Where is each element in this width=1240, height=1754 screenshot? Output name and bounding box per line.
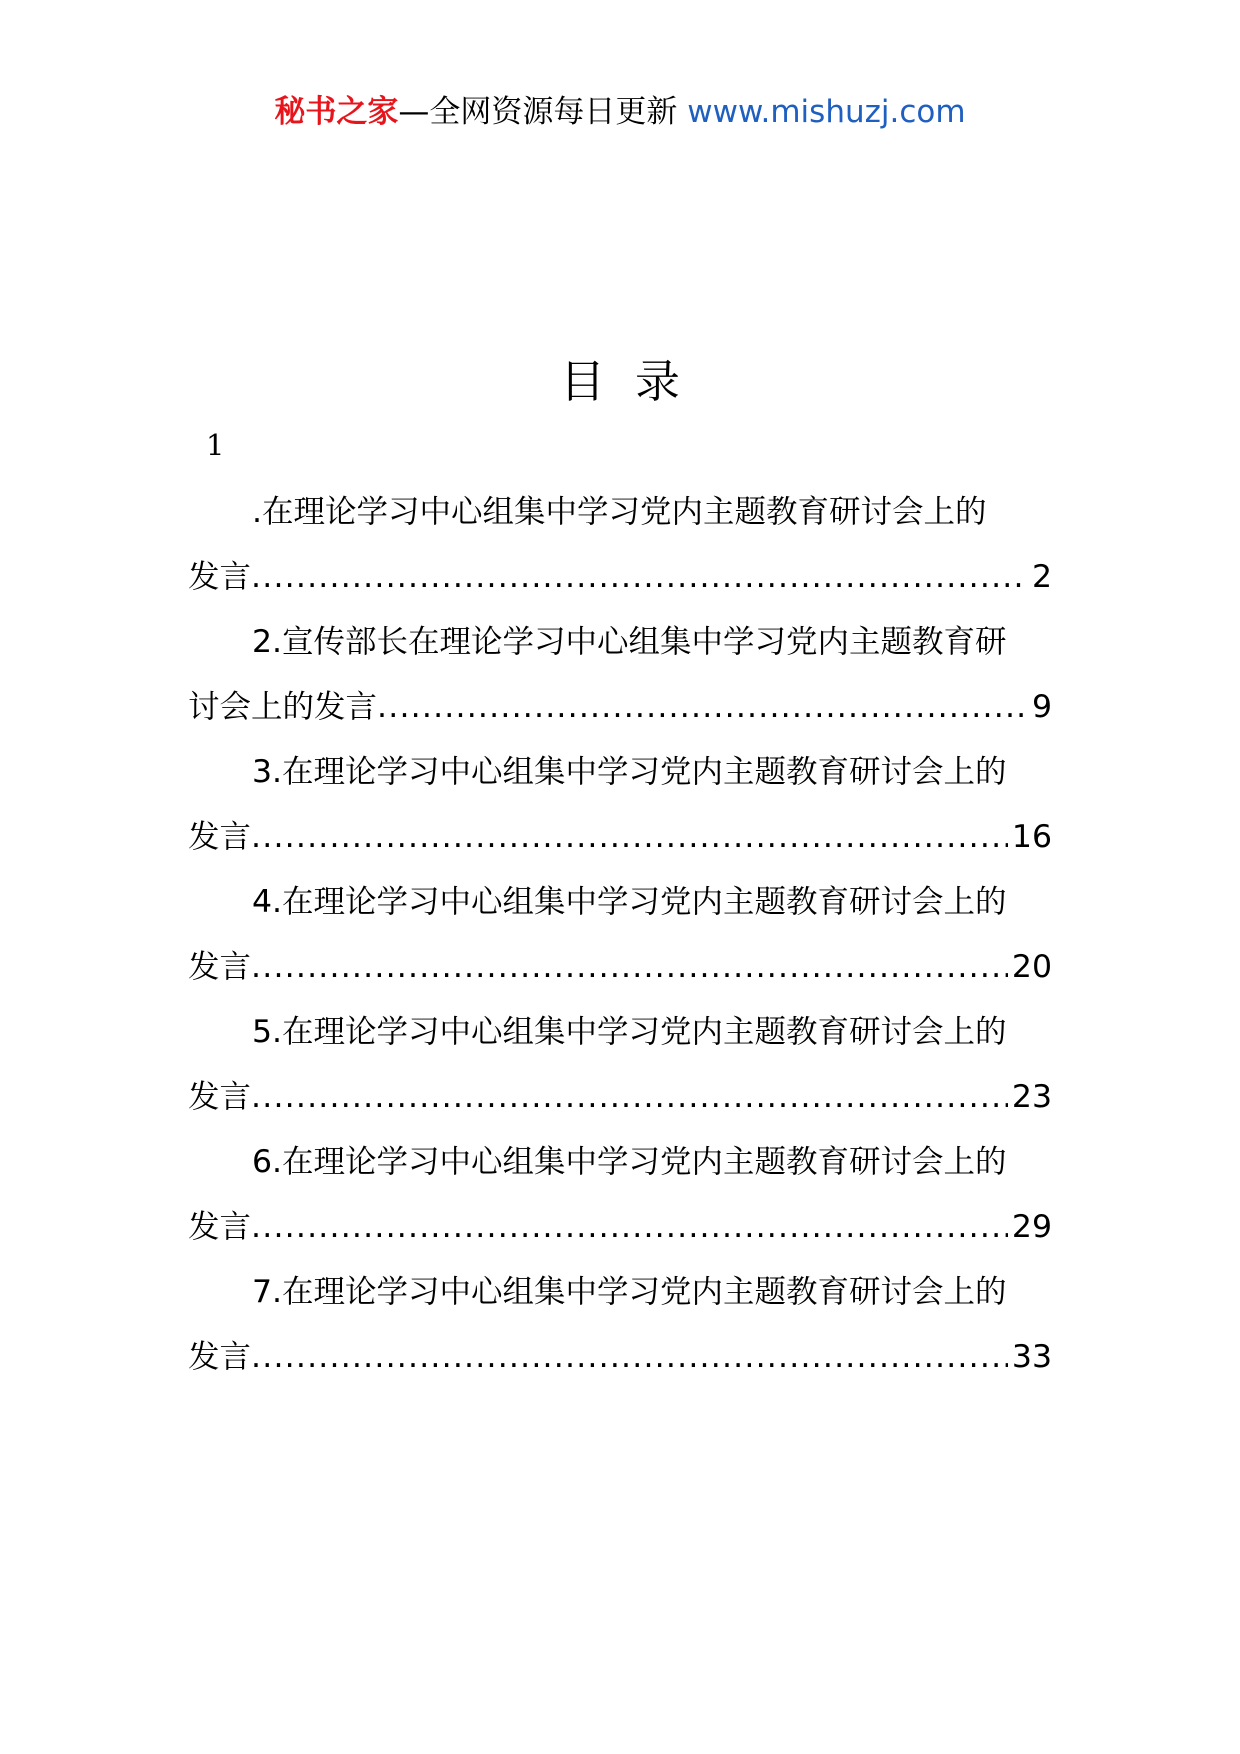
toc-entry-line2 — [188, 545, 1052, 610]
toc-entry-title-cont: 发言 — [188, 1339, 252, 1375]
brand-name: 秘书之家 — [274, 94, 399, 130]
toc-entry[interactable] — [188, 870, 1052, 1000]
toc-entry-title: 3.在理论学习中心组集中学习党内主题教育研讨会上的 — [252, 754, 1007, 790]
table-of-contents — [188, 480, 1052, 1390]
toc-entry-title-cont: 发言 — [188, 559, 252, 595]
toc-page-number: 16 — [1011, 819, 1052, 855]
dot-leader — [251, 1195, 1008, 1260]
toc-entry-title: .在理论学习中心组集中学习党内主题教育研讨会上的 — [252, 494, 987, 530]
toc-page-number: 33 — [1011, 1339, 1052, 1375]
dot-leader — [251, 805, 1008, 870]
toc-entry-title: 2.宣传部长在理论学习中心组集中学习党内主题教育研 — [252, 624, 1007, 660]
dot-leader — [251, 545, 1028, 610]
toc-entry-line2 — [188, 1195, 1052, 1260]
page-header — [0, 92, 1240, 132]
toc-entry-line2 — [188, 1325, 1052, 1390]
toc-page-number: 29 — [1011, 1209, 1052, 1245]
toc-entry[interactable] — [188, 1260, 1052, 1390]
toc-entry-title-cont: 发言 — [188, 1079, 252, 1115]
toc-entry-line2 — [188, 1065, 1052, 1130]
toc-page-number: 2 — [1031, 559, 1052, 595]
toc-entry-line2 — [188, 675, 1052, 740]
toc-title-char: 目 — [559, 355, 605, 408]
toc-entry-title: 5.在理论学习中心组集中学习党内主题教育研讨会上的 — [252, 1014, 1007, 1050]
toc-page-number: 9 — [1031, 689, 1052, 725]
toc-entry[interactable] — [188, 1130, 1052, 1260]
toc-entry[interactable] — [188, 480, 1052, 610]
dot-leader — [251, 1065, 1008, 1130]
toc-entry[interactable] — [188, 610, 1052, 740]
dot-leader — [251, 935, 1008, 1000]
toc-entry-title-cont: 讨会上的发言 — [188, 689, 378, 725]
toc-entry-title: 6.在理论学习中心组集中学习党内主题教育研讨会上的 — [252, 1144, 1007, 1180]
toc-entry-title: 7.在理论学习中心组集中学习党内主题教育研讨会上的 — [252, 1274, 1007, 1310]
site-url-link[interactable]: www.mishuzj.com — [687, 94, 966, 130]
toc-entry[interactable] — [188, 1000, 1052, 1130]
toc-entry-title-cont: 发言 — [188, 949, 252, 985]
toc-entry-title-cont: 发言 — [188, 1209, 252, 1245]
toc-entry-title: 4.在理论学习中心组集中学习党内主题教育研讨会上的 — [252, 884, 1007, 920]
header-tagline: —全网资源每日更新 — [398, 94, 678, 130]
dot-leader — [251, 1325, 1008, 1390]
toc-title — [0, 352, 1240, 412]
toc-entry-line2 — [188, 935, 1052, 1000]
dot-leader — [377, 675, 1028, 740]
toc-entry[interactable] — [188, 740, 1052, 870]
stray-number: 1 — [206, 428, 225, 462]
toc-page-number: 23 — [1011, 1079, 1052, 1115]
toc-entry-line2 — [188, 805, 1052, 870]
toc-page-number: 20 — [1011, 949, 1052, 985]
toc-entry-title-cont: 发言 — [188, 819, 252, 855]
toc-title-char: 录 — [635, 355, 681, 408]
